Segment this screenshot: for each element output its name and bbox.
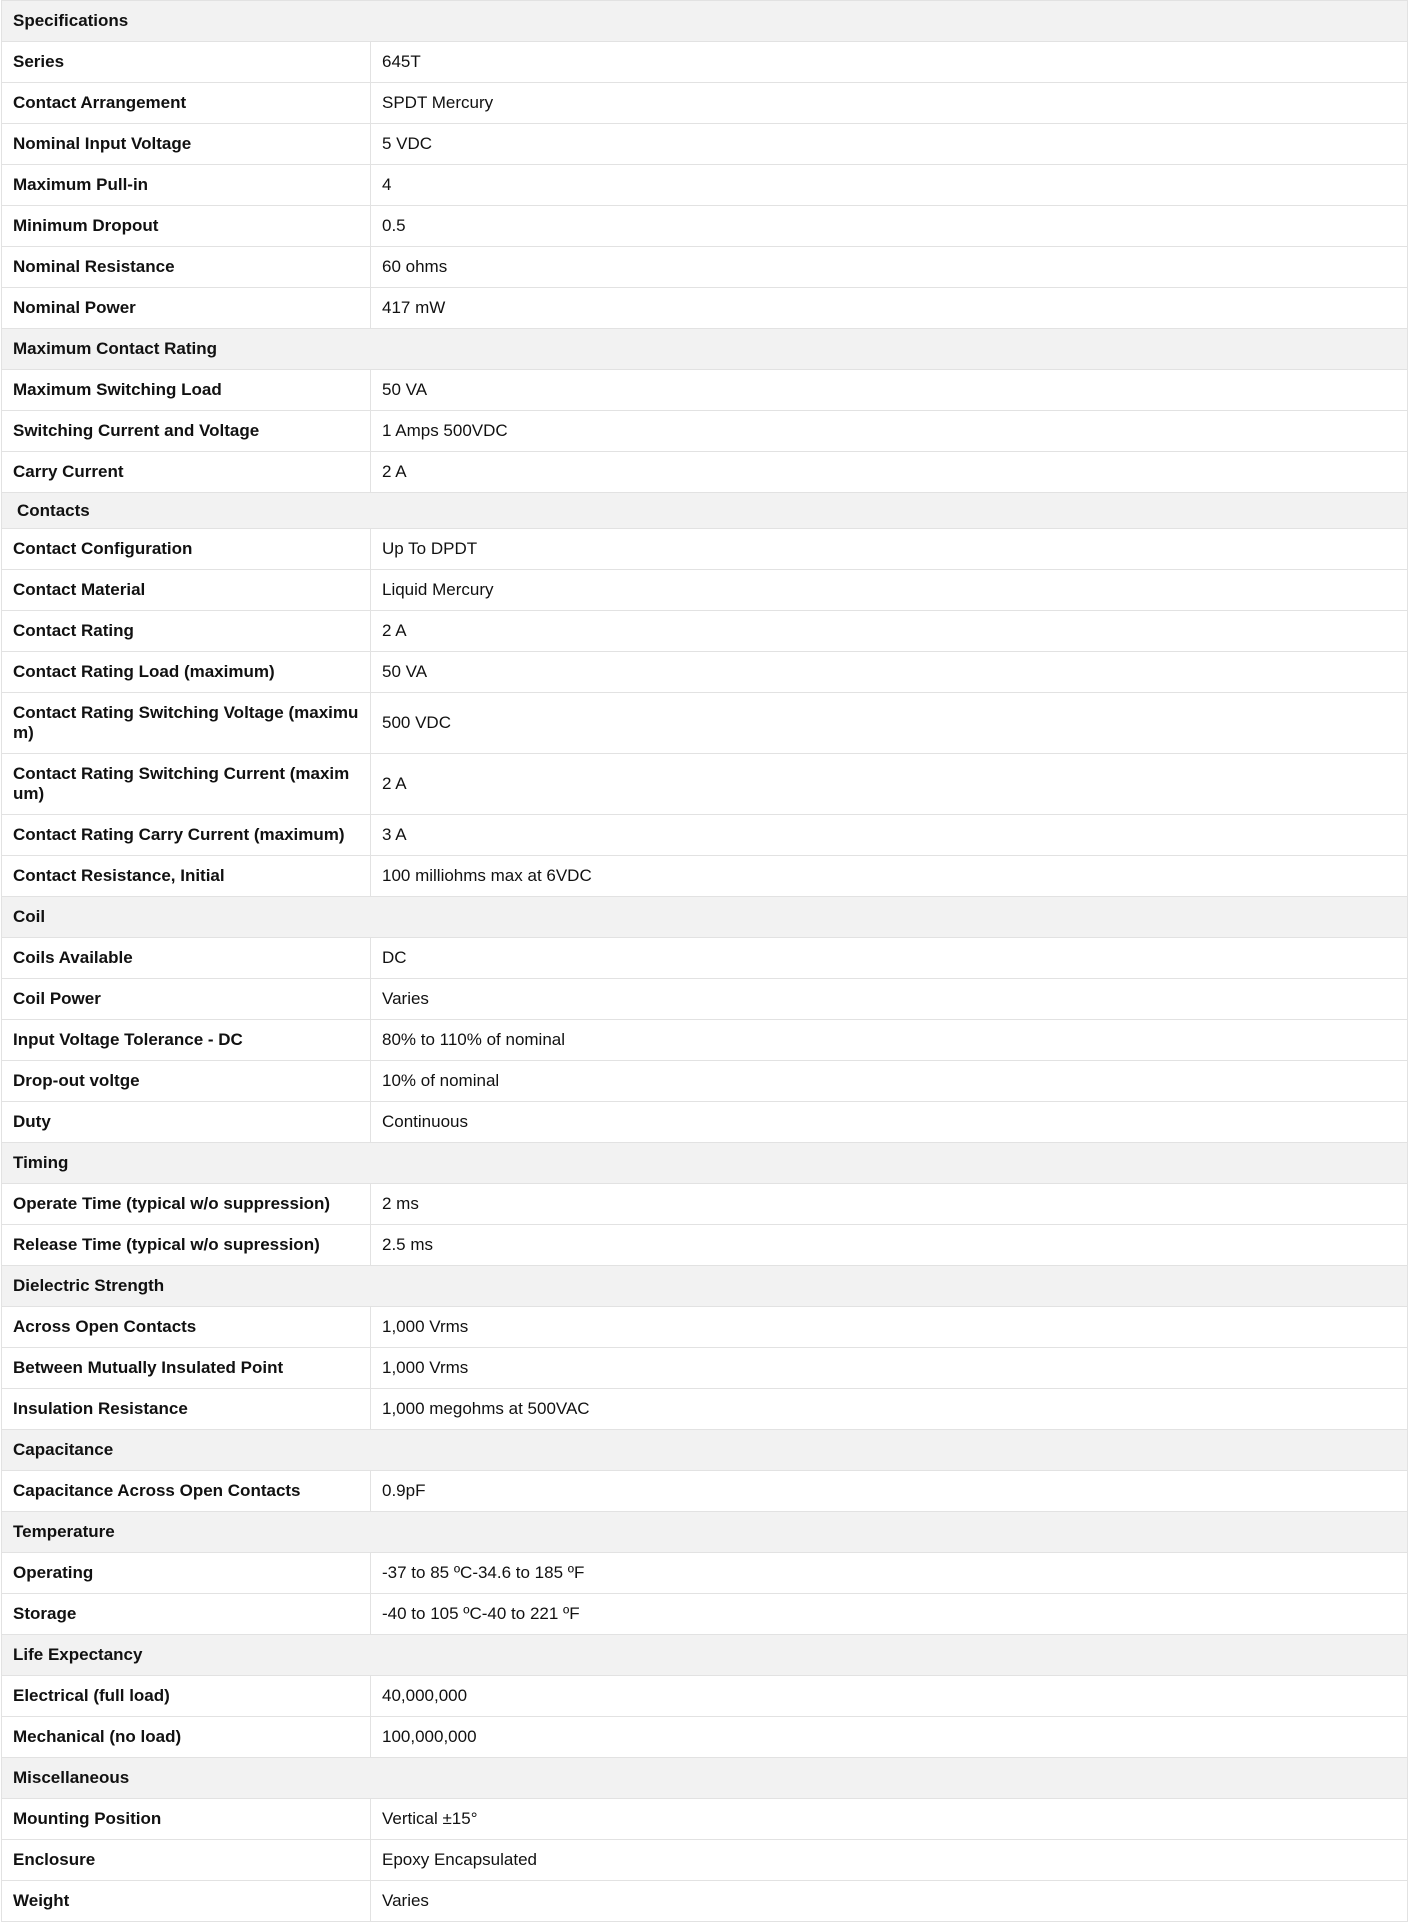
specifications-table: [1, 0, 1408, 1922]
spec-label: Maximum Pull-in: [2, 165, 371, 206]
spec-label: Release Time (typical w/o supression): [2, 1225, 371, 1266]
spec-label: Contact Arrangement: [2, 83, 371, 124]
spec-label: Storage: [2, 1594, 371, 1635]
spec-row: [2, 529, 1408, 570]
spec-label: Contact Rating Switching Current (maximum): [2, 754, 371, 815]
spec-value: DC: [371, 938, 1408, 979]
spec-label: Enclosure: [2, 1840, 371, 1881]
section-header-row: [2, 1512, 1408, 1553]
spec-label: Series: [2, 42, 371, 83]
spec-label: Operating: [2, 1553, 371, 1594]
spec-row: [2, 370, 1408, 411]
spec-row: [2, 1389, 1408, 1430]
spec-label: Drop-out voltge: [2, 1061, 371, 1102]
spec-value: Up To DPDT: [371, 529, 1408, 570]
spec-label: Switching Current and Voltage: [2, 411, 371, 452]
spec-value: 80% to 110% of nominal: [371, 1020, 1408, 1061]
spec-row: [2, 411, 1408, 452]
section-title: Maximum Contact Rating: [2, 329, 1408, 370]
spec-value: -40 to 105 ºC-40 to 221 ºF: [371, 1594, 1408, 1635]
spec-value: Varies: [371, 979, 1408, 1020]
section-header-row: [2, 1758, 1408, 1799]
spec-label: Mechanical (no load): [2, 1717, 371, 1758]
spec-row: [2, 1307, 1408, 1348]
spec-row: [2, 1840, 1408, 1881]
spec-label: Coils Available: [2, 938, 371, 979]
spec-label: Contact Rating: [2, 611, 371, 652]
spec-row: [2, 1102, 1408, 1143]
spec-value: 40,000,000: [371, 1676, 1408, 1717]
spec-value: 10% of nominal: [371, 1061, 1408, 1102]
spec-row: [2, 206, 1408, 247]
spec-label: Contact Rating Carry Current (maximum): [2, 815, 371, 856]
section-title: Specifications: [2, 1, 1408, 42]
spec-row: [2, 1799, 1408, 1840]
specifications-table-body: [2, 1, 1408, 1922]
spec-value: 500 VDC: [371, 693, 1408, 754]
spec-value: Varies: [371, 1881, 1408, 1922]
spec-label: Coil Power: [2, 979, 371, 1020]
spec-value: 417 mW: [371, 288, 1408, 329]
section-header-row: [2, 1635, 1408, 1676]
spec-value: Vertical ±15°: [371, 1799, 1408, 1840]
spec-row: [2, 570, 1408, 611]
spec-value: 2 ms: [371, 1184, 1408, 1225]
spec-row: [2, 938, 1408, 979]
spec-label: Minimum Dropout: [2, 206, 371, 247]
spec-value: 2 A: [371, 452, 1408, 493]
spec-label: Contact Rating Switching Voltage (maximum): [2, 693, 371, 754]
spec-label: Nominal Input Voltage: [2, 124, 371, 165]
spec-row: [2, 979, 1408, 1020]
spec-label: Contact Configuration: [2, 529, 371, 570]
spec-value: 0.9pF: [371, 1471, 1408, 1512]
spec-row: [2, 124, 1408, 165]
section-title: Miscellaneous: [2, 1758, 1408, 1799]
spec-label: Capacitance Across Open Contacts: [2, 1471, 371, 1512]
spec-row: [2, 1717, 1408, 1758]
section-header-row: [2, 329, 1408, 370]
spec-row: [2, 1594, 1408, 1635]
section-title: Temperature: [2, 1512, 1408, 1553]
spec-value: 50 VA: [371, 652, 1408, 693]
spec-row: [2, 452, 1408, 493]
spec-label: Electrical (full load): [2, 1676, 371, 1717]
spec-row: [2, 1676, 1408, 1717]
spec-value: 1,000 Vrms: [371, 1307, 1408, 1348]
spec-label: Contact Resistance, Initial: [2, 856, 371, 897]
spec-label: Contact Material: [2, 570, 371, 611]
spec-row: [2, 1020, 1408, 1061]
spec-value: Liquid Mercury: [371, 570, 1408, 611]
section-header-row: [2, 1266, 1408, 1307]
spec-value: Epoxy Encapsulated: [371, 1840, 1408, 1881]
spec-label: Carry Current: [2, 452, 371, 493]
spec-row: [2, 1348, 1408, 1389]
spec-row: [2, 856, 1408, 897]
spec-label: Weight: [2, 1881, 371, 1922]
spec-value: 1,000 Vrms: [371, 1348, 1408, 1389]
spec-value: 100,000,000: [371, 1717, 1408, 1758]
spec-value: 60 ohms: [371, 247, 1408, 288]
section-header-row: [2, 1430, 1408, 1471]
spec-row: [2, 652, 1408, 693]
spec-label: Mounting Position: [2, 1799, 371, 1840]
section-title: Life Expectancy: [2, 1635, 1408, 1676]
spec-label: Input Voltage Tolerance - DC: [2, 1020, 371, 1061]
section-title: Capacitance: [2, 1430, 1408, 1471]
spec-label: Nominal Power: [2, 288, 371, 329]
section-title: Dielectric Strength: [2, 1266, 1408, 1307]
spec-row: [2, 288, 1408, 329]
spec-row: [2, 165, 1408, 206]
spec-row: [2, 1225, 1408, 1266]
section-header-row: [2, 1, 1408, 42]
spec-label: Nominal Resistance: [2, 247, 371, 288]
spec-value: 2.5 ms: [371, 1225, 1408, 1266]
spec-value: 0.5: [371, 206, 1408, 247]
spec-row: [2, 693, 1408, 754]
spec-row: [2, 815, 1408, 856]
spec-value: SPDT Mercury: [371, 83, 1408, 124]
spec-value: 5 VDC: [371, 124, 1408, 165]
spec-label: Contact Rating Load (maximum): [2, 652, 371, 693]
section-title: Contacts: [2, 493, 1408, 529]
section-header-row: [2, 1143, 1408, 1184]
spec-value: 100 milliohms max at 6VDC: [371, 856, 1408, 897]
spec-row: [2, 1184, 1408, 1225]
spec-value: Continuous: [371, 1102, 1408, 1143]
section-title: Coil: [2, 897, 1408, 938]
spec-label: Between Mutually Insulated Point: [2, 1348, 371, 1389]
spec-value: 645T: [371, 42, 1408, 83]
spec-value: 2 A: [371, 611, 1408, 652]
section-header-row: [2, 493, 1408, 529]
spec-row: [2, 611, 1408, 652]
spec-label: Operate Time (typical w/o suppression): [2, 1184, 371, 1225]
section-header-row: [2, 897, 1408, 938]
spec-value: 1,000 megohms at 500VAC: [371, 1389, 1408, 1430]
spec-label: Duty: [2, 1102, 371, 1143]
spec-row: [2, 42, 1408, 83]
spec-row: [2, 754, 1408, 815]
spec-row: [2, 83, 1408, 124]
spec-value: 4: [371, 165, 1408, 206]
spec-row: [2, 1881, 1408, 1922]
spec-value: 2 A: [371, 754, 1408, 815]
spec-value: 1 Amps 500VDC: [371, 411, 1408, 452]
spec-row: [2, 1061, 1408, 1102]
section-title: Timing: [2, 1143, 1408, 1184]
spec-value: 50 VA: [371, 370, 1408, 411]
spec-row: [2, 1471, 1408, 1512]
spec-label: Insulation Resistance: [2, 1389, 371, 1430]
spec-label: Across Open Contacts: [2, 1307, 371, 1348]
spec-row: [2, 1553, 1408, 1594]
spec-value: -37 to 85 ºC-34.6 to 185 ºF: [371, 1553, 1408, 1594]
spec-label: Maximum Switching Load: [2, 370, 371, 411]
spec-row: [2, 247, 1408, 288]
spec-value: 3 A: [371, 815, 1408, 856]
